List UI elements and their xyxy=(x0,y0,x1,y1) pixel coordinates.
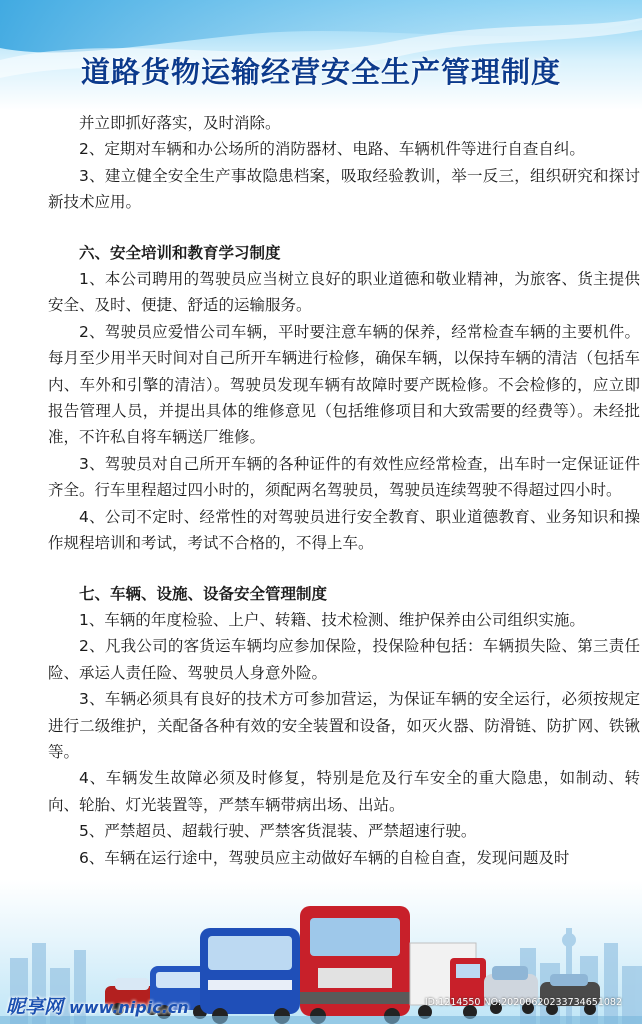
paragraph: 3、驾驶员对自己所开车辆的各种证件的有效性应经常检查，出车时一定保证证件齐全。行车里程超过四小时的，须配两名驾驶员，驾驶员连续驾驶不得超过四小时。 xyxy=(48,454,640,500)
logo-text: 昵享网 xyxy=(6,996,64,1018)
paragraph: 2、驾驶员应爱惜公司车辆，平时要注意车辆的保养，经常检查车辆的主要机件。每月至少用半天时间对自己所开车辆进行检修，确保车辆，以保持车辆的清洁（包括车内、车外和引擎的清洁）。驾驶员发现车辆有故障时要产既检修。不会检修的，应立即报告管理人员，并提出具体的维修意见（包括维修项目和大致需要的经费等）。未经批准，不许私自将车辆送厂维修。 xyxy=(48,322,640,447)
paragraph: 2、凡我公司的客货运车辆均应参加保险，投保险种包括：车辆损失险、第三责任险、承运人责任险、驾驶员人身意外险。 xyxy=(48,637,640,682)
page-title: 道路货物运输经营安全生产管理制度 xyxy=(80,55,561,89)
paragraph: 3、车辆必须具有良好的技术方可参加营运，为保证车辆的安全运行，必须按规定进行二级维护，关配备各种有效的安全装置和设备，如灭火器、防滑链、防扩网、铁锹等。 xyxy=(48,690,640,761)
paragraph: 1、车辆的年度检验、上户、转籍、技术检测、维护保养由公司组织实施。 xyxy=(79,610,585,629)
paragraph: 6、车辆在运行途中，驾驶员应主动做好车辆的自检自查，发现问题及时 xyxy=(79,848,570,867)
paragraph: 5、严禁超员、超载行驶、严禁客货混装、严禁超速行驶。 xyxy=(79,822,477,841)
paragraph: 4、公司不定时、经常性的对驾驶员进行安全教育、职业道德教育、业务知识和操作规程培训和考试，考试不合格的，不得上车。 xyxy=(48,507,640,553)
watermark-logo xyxy=(6,992,189,1019)
paragraph: 4、车辆发生故障必须及时修复，特别是危及行车安全的重大隐患，如制动、转向、轮胎、灯光装置等，严禁车辆带病出场、出站。 xyxy=(48,769,640,814)
truck-icon xyxy=(300,906,410,1024)
section-heading: 七、车辆、设施、设备安全管理制度 xyxy=(79,584,328,603)
photo-id-label: ID:1214550 NO:20200620233734651082 xyxy=(424,997,622,1008)
section-heading: 六、安全培训和教育学习制度 xyxy=(79,243,281,262)
paragraph: 2、定期对车辆和办公场所的消防器材、电路、车辆机件等进行自查自纠。 xyxy=(79,140,585,159)
paragraph: 并立即抓好落实，及时消除。 xyxy=(79,114,281,132)
bus-icon xyxy=(200,928,300,1024)
logo-url: www.nipic.cn xyxy=(69,998,189,1017)
document-body xyxy=(48,110,640,871)
paragraph: 3、建立健全安全生产事故隐患档案，吸取经验教训，举一反三，组织研究和探讨新技术应用。 xyxy=(48,166,640,212)
paragraph: 1、本公司聘用的驾驶员应当树立良好的职业道德和敬业精神，为旅客、货主提供安全、及时、便捷、舒适的运输服务。 xyxy=(48,270,640,315)
